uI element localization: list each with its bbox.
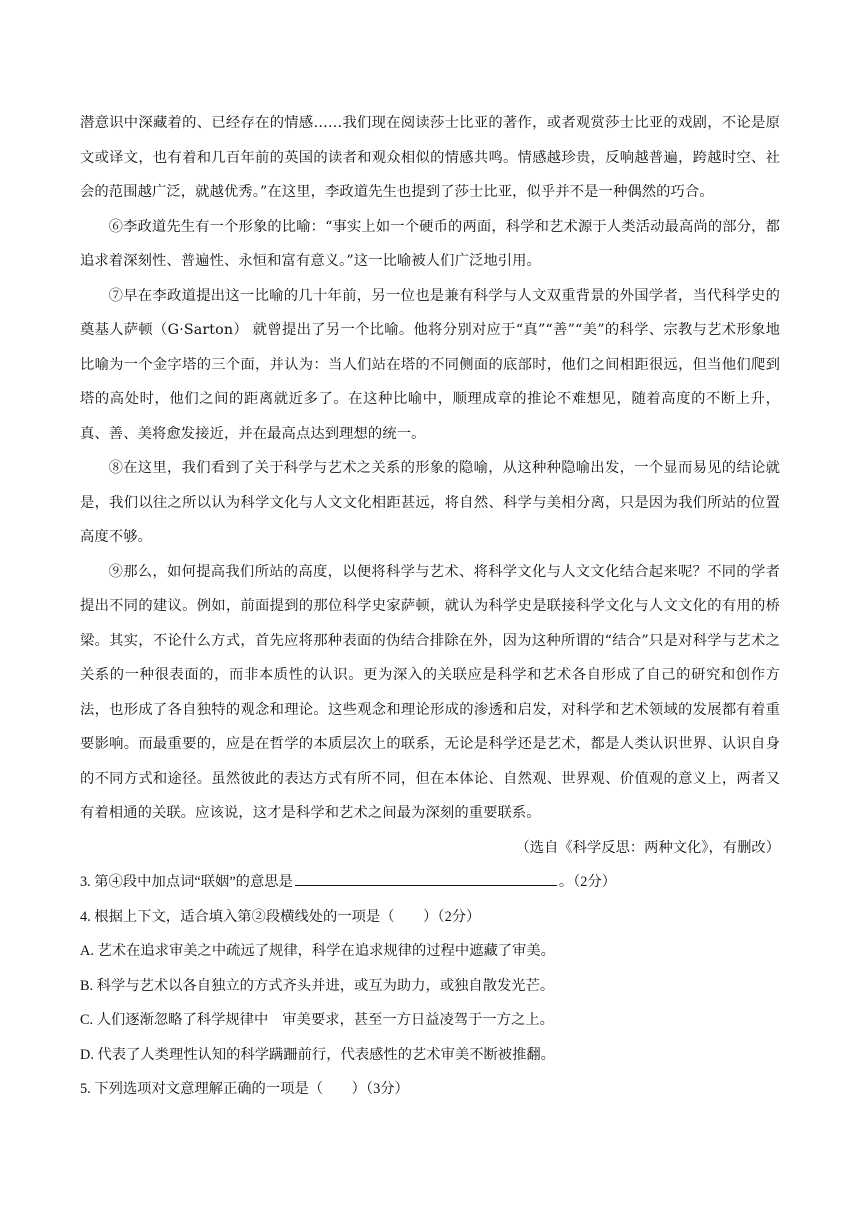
option-text: 艺术在追求审美之中疏远了规律，科学在追求规律的过程中遮藏了审美。 bbox=[97, 943, 555, 959]
option-text: 人们逐渐忽略了科学规律中 bbox=[96, 1012, 269, 1028]
paragraph-9: ⑨那么，如何提高我们所站的高度，以便将科学与艺术、将科学文化与人文文化结合起来呢？不同的学者提出不同的建议。例如，前面提到的那位科学史家萨顿，就认为科学史是联接科学文化与人文文化的有用的桥梁。其实，不论什么方式，首先应将那种表面的伪结合排除在外，因为这种所谓的“结合”只是对科学与艺术之关系的一种很表面的，而非本质性的认识。更为深入的关联应是科学和艺术各自形成了自己的研究和创作方法，也形成了各自独特的观念和理论。这些观念和理论形成的渗透和启发，对科学和艺术领域的发展都有着重要影响。而最重要的，应是在哲学的本质层次上的联系，无论是科学还是艺术，都是人类认识世界、认识自身的不同方式和途径。虽然彼此的表达方式有所不同，但在本体论、自然观、世界观、价值观的意义上，两者又有着相通的关联。应该说，这才是科学和艺术之间最为深刻的重要联系。 bbox=[80, 563, 780, 821]
option-label: B. bbox=[80, 977, 94, 994]
option-text: 代表了人类理性认知的科学蹒跚前行，代表感性的艺术审美不断被推翻。 bbox=[97, 1046, 555, 1063]
question-5-stem: 5. 下列选项对文意理解正确的一项是（ ）（3分） bbox=[80, 1081, 409, 1097]
answer-blank[interactable] bbox=[295, 871, 557, 886]
option-d[interactable] bbox=[80, 1038, 780, 1073]
question-3-stem: 3. 第④段中加点词“联姻”的意思是 bbox=[80, 874, 293, 890]
option-label: C. bbox=[80, 1012, 94, 1028]
option-c[interactable] bbox=[80, 1003, 780, 1038]
option-text-cont: 审美要求，甚至一方日益凌驾于一方之上。 bbox=[282, 1012, 554, 1028]
option-b[interactable] bbox=[80, 969, 780, 1004]
question-3 bbox=[80, 865, 780, 900]
option-text: 科学与艺术以各自独立的方式齐头并进，或互为助力，或独自散发光芒。 bbox=[96, 977, 555, 994]
paragraph-7: ⑦早在李政道提出这一比喻的几十年前，另一位也是兼有科学与人文双重背景的外国学者，当代科学史的奠基人萨顿（G·Sarton） 就曾提出了另一个比喻。他将分别对应于“真”“善”“美”的科学、宗教与艺术形象地比喻为一个金字塔的三个面，并认为：当人们站在塔的不同侧面的底部时，他们之间相距很远，但当他们爬到塔的高处时，他们之间的距离就近多了。在这种比喻中，顺理成章的推论不难想见，随着高度的不断上升，真、善、美将愈发接近，并在最高点达到理想的统一。 bbox=[80, 287, 780, 442]
source-citation: （选自《科学反思：两种文化》，有删改） bbox=[515, 839, 780, 856]
paragraph-8: ⑧在这里，我们看到了关于科学与艺术之关系的形象的隐喻，从这种种隐喻出发，一个显而易见的结论就是，我们以往之所以认为科学文化与人文文化相距甚远，将自然、科学与美相分离，只是因为我们所站的位置高度不够。 bbox=[80, 460, 780, 545]
option-label: A. bbox=[80, 943, 94, 959]
question-4-stem: 4. 根据上下文，适合填入第②段横线处的一项是（ ）（2分） bbox=[80, 908, 481, 925]
paragraph-continued: 潜意识中深藏着的、已经存在的情感……我们现在阅读莎士比亚的著作，或者观赏莎士比亚的戏剧，不论是原文或译文，也有着和几百年前的英国的读者和观众相似的情感共鸣。情感越珍贵，反响越普遍，跨越时空、社会的范围越广泛，就越优秀。”在这里，李政道先生也提到了莎士比亚，似乎并不是一种偶然的巧合。 bbox=[80, 115, 780, 200]
question-3-points: 。（2分） bbox=[558, 874, 617, 890]
option-a[interactable] bbox=[80, 934, 780, 969]
paragraph-6: ⑥李政道先生有一个形象的比喻：“事实上如一个硬币的两面，科学和艺术源于人类活动最高尚的部分，都追求着深刻性、普遍性、永恒和富有意义。”这一比喻被人们广泛地引用。 bbox=[80, 218, 780, 269]
option-label: D. bbox=[80, 1046, 94, 1063]
